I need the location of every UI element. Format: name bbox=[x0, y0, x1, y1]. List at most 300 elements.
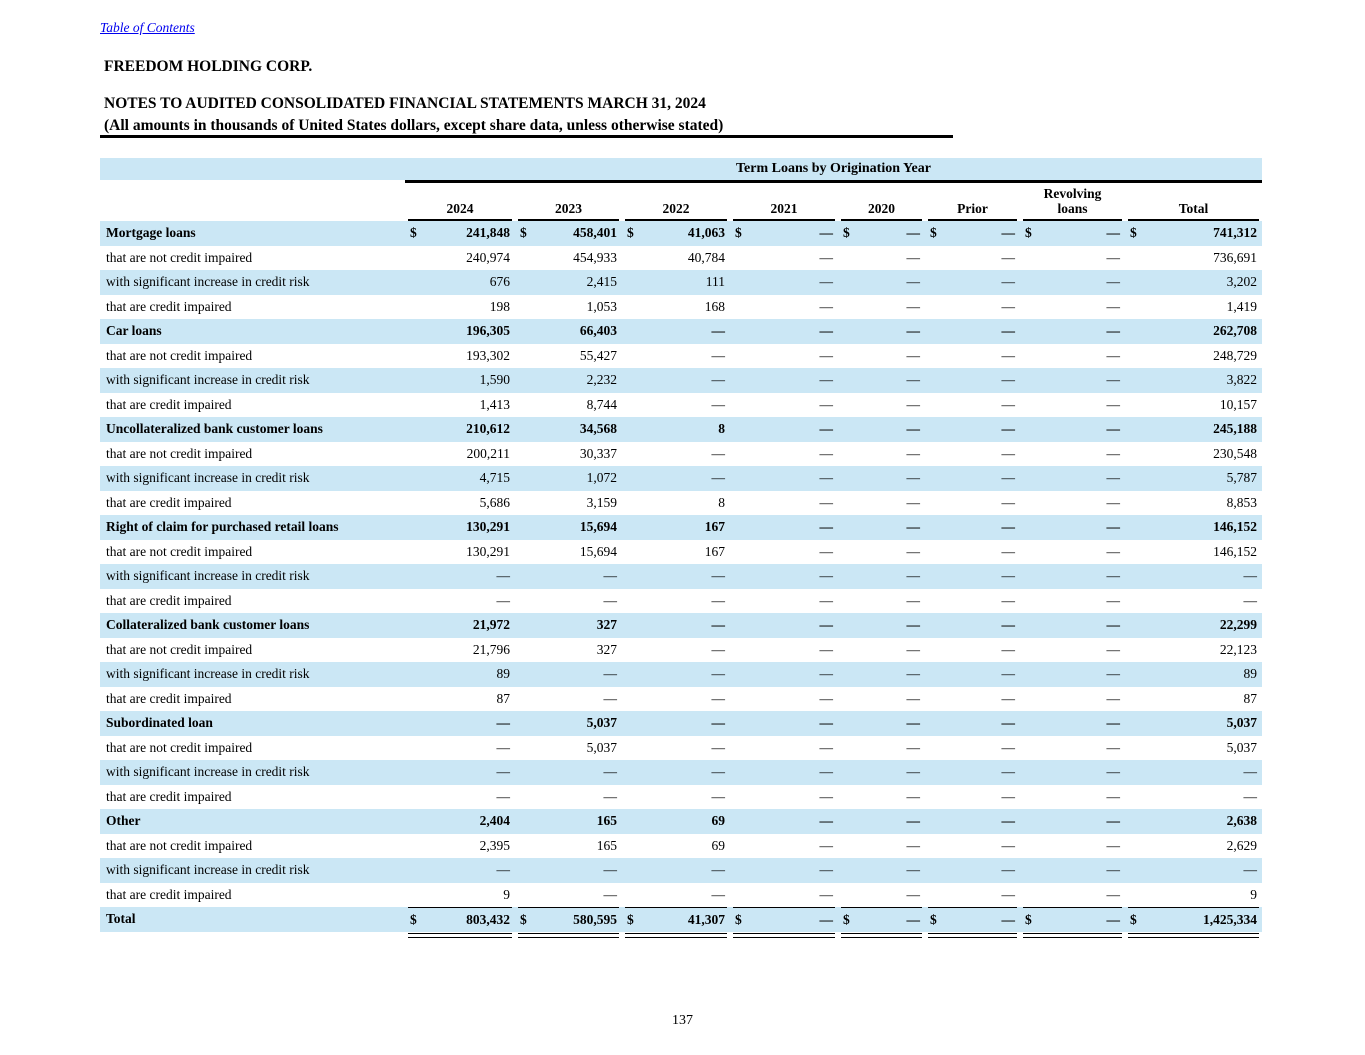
cell-value: — bbox=[906, 494, 920, 510]
value-cell bbox=[1020, 589, 1125, 614]
value-cell-inner bbox=[518, 589, 619, 614]
value-cell-inner bbox=[928, 466, 1017, 491]
value-cell-inner bbox=[518, 638, 619, 663]
value-cell bbox=[405, 270, 515, 295]
value-cell-inner bbox=[841, 540, 922, 565]
value-cell bbox=[405, 883, 515, 908]
value-cell bbox=[838, 540, 925, 565]
cell-value: — bbox=[603, 764, 617, 780]
value-cell bbox=[1125, 417, 1262, 442]
cell-value: 736,691 bbox=[1213, 249, 1257, 265]
cell-value: — bbox=[711, 886, 725, 902]
cell-value: — bbox=[711, 592, 725, 608]
value-cell bbox=[515, 246, 622, 271]
value-cell bbox=[515, 834, 622, 859]
value-cell-inner bbox=[408, 319, 512, 344]
value-cell-inner bbox=[928, 368, 1017, 393]
column-header-underline bbox=[841, 183, 922, 221]
dollar-sign: $ bbox=[627, 225, 634, 241]
value-cell-inner bbox=[518, 564, 619, 589]
cell-value: — bbox=[819, 396, 833, 412]
value-cell bbox=[838, 270, 925, 295]
value-cell bbox=[405, 809, 515, 834]
value-cell bbox=[1125, 736, 1262, 761]
value-cell bbox=[405, 442, 515, 467]
cell-value: — bbox=[496, 764, 510, 780]
value-cell-inner bbox=[625, 246, 727, 271]
row-label: that are not credit impaired bbox=[106, 641, 253, 657]
double-rule-line bbox=[518, 933, 619, 938]
cell-value: 130,291 bbox=[466, 519, 510, 535]
value-cell-inner bbox=[1128, 515, 1259, 540]
value-cell bbox=[515, 417, 622, 442]
row-label: that are credit impaired bbox=[106, 396, 232, 412]
cell-value: — bbox=[603, 592, 617, 608]
value-cell-inner bbox=[1128, 613, 1259, 638]
value-cell-inner bbox=[408, 270, 512, 295]
value-cell-inner bbox=[518, 417, 619, 442]
value-cell-inner bbox=[625, 760, 727, 785]
dollar-sign: $ bbox=[843, 225, 850, 241]
column-header bbox=[730, 183, 838, 221]
cell-value: 2,232 bbox=[586, 372, 617, 388]
value-cell bbox=[622, 442, 730, 467]
cell-value: 262,708 bbox=[1213, 323, 1257, 339]
value-cell-inner bbox=[408, 221, 512, 246]
cell-value: 55,427 bbox=[579, 347, 617, 363]
column-header-label: 2022 bbox=[662, 201, 690, 217]
cell-value: — bbox=[1001, 298, 1015, 314]
value-cell bbox=[838, 883, 925, 908]
cell-value: — bbox=[906, 298, 920, 314]
cell-value: — bbox=[906, 249, 920, 265]
term-loans-table bbox=[100, 158, 1262, 941]
value-cell bbox=[1125, 442, 1262, 467]
column-header-underline bbox=[928, 183, 1017, 221]
value-cell-inner bbox=[1128, 711, 1259, 736]
value-cell bbox=[730, 246, 838, 271]
cell-value: — bbox=[906, 372, 920, 388]
cell-value: 8 bbox=[718, 421, 725, 437]
value-cell-inner bbox=[518, 270, 619, 295]
cell-value: — bbox=[1106, 813, 1120, 829]
cell-value: — bbox=[603, 788, 617, 804]
column-header bbox=[1125, 183, 1262, 221]
value-cell-inner bbox=[1023, 417, 1122, 442]
cell-value: — bbox=[819, 519, 833, 535]
value-cell-inner bbox=[928, 393, 1017, 418]
value-cell-inner bbox=[518, 834, 619, 859]
value-cell bbox=[515, 393, 622, 418]
value-cell bbox=[730, 295, 838, 320]
cell-value: 8,744 bbox=[586, 396, 617, 412]
value-cell bbox=[622, 613, 730, 638]
value-cell-inner bbox=[1128, 564, 1259, 589]
value-cell-inner bbox=[1128, 319, 1259, 344]
table-row bbox=[100, 687, 1262, 712]
cell-value: — bbox=[1001, 862, 1015, 878]
cell-value: — bbox=[1001, 519, 1015, 535]
value-cell-inner bbox=[841, 711, 922, 736]
value-cell-inner bbox=[928, 442, 1017, 467]
cell-value: 2,629 bbox=[1226, 837, 1257, 853]
value-cell-inner bbox=[841, 270, 922, 295]
value-cell bbox=[730, 638, 838, 663]
value-cell-inner bbox=[518, 613, 619, 638]
value-cell bbox=[925, 466, 1020, 491]
value-cell-inner bbox=[518, 221, 619, 246]
value-cell-inner bbox=[1128, 344, 1259, 369]
value-cell bbox=[730, 344, 838, 369]
value-cell bbox=[925, 662, 1020, 687]
value-cell-inner bbox=[408, 834, 512, 859]
value-cell-inner bbox=[625, 564, 727, 589]
cell-value: — bbox=[1243, 568, 1257, 584]
value-cell bbox=[1125, 613, 1262, 638]
cell-value: 5,686 bbox=[479, 494, 510, 510]
value-cell-inner bbox=[625, 638, 727, 663]
value-cell-inner bbox=[733, 662, 835, 687]
value-cell-inner bbox=[841, 809, 922, 834]
value-cell bbox=[622, 344, 730, 369]
cell-value: 5,037 bbox=[586, 715, 617, 731]
value-cell-inner bbox=[625, 736, 727, 761]
value-cell bbox=[515, 491, 622, 516]
value-cell bbox=[1020, 270, 1125, 295]
value-cell bbox=[515, 589, 622, 614]
cell-value: — bbox=[906, 739, 920, 755]
cell-value: 245,188 bbox=[1213, 421, 1257, 437]
value-cell-inner bbox=[841, 295, 922, 320]
value-cell bbox=[730, 564, 838, 589]
cell-value: 3,822 bbox=[1226, 372, 1257, 388]
cell-value: — bbox=[819, 666, 833, 682]
value-cell-inner bbox=[1023, 246, 1122, 271]
value-cell-inner bbox=[841, 662, 922, 687]
value-cell-inner bbox=[841, 907, 922, 932]
cell-value: — bbox=[906, 274, 920, 290]
dollar-sign: $ bbox=[735, 911, 742, 927]
title-rule bbox=[100, 135, 953, 138]
value-cell bbox=[1020, 785, 1125, 810]
value-cell bbox=[1125, 711, 1262, 736]
cell-value: — bbox=[1001, 494, 1015, 510]
value-cell-inner bbox=[733, 466, 835, 491]
value-cell-inner bbox=[928, 687, 1017, 712]
value-cell bbox=[730, 393, 838, 418]
value-cell-inner bbox=[1128, 491, 1259, 516]
value-cell-inner bbox=[625, 515, 727, 540]
banner-spacer-cell bbox=[100, 158, 405, 180]
value-cell-inner bbox=[733, 442, 835, 467]
cell-value: — bbox=[1106, 421, 1120, 437]
cell-value: — bbox=[711, 617, 725, 633]
column-header-label: 2023 bbox=[555, 201, 582, 217]
cell-value: — bbox=[1106, 788, 1120, 804]
value-cell-inner bbox=[841, 319, 922, 344]
value-cell bbox=[730, 858, 838, 883]
cell-value: — bbox=[1001, 470, 1015, 486]
value-cell bbox=[405, 858, 515, 883]
value-cell bbox=[925, 687, 1020, 712]
value-cell-inner bbox=[733, 246, 835, 271]
value-cell-inner bbox=[1128, 295, 1259, 320]
cell-value: 10,157 bbox=[1219, 396, 1257, 412]
value-cell-inner bbox=[625, 540, 727, 565]
row-label: Total bbox=[106, 911, 136, 927]
value-cell bbox=[1125, 883, 1262, 908]
cell-value: 15,694 bbox=[579, 519, 617, 535]
value-cell-inner bbox=[625, 687, 727, 712]
value-cell-inner bbox=[928, 760, 1017, 785]
value-cell bbox=[925, 907, 1020, 932]
value-cell-inner bbox=[841, 442, 922, 467]
row-label: with significant increase in credit risk bbox=[106, 862, 310, 878]
cell-value: 40,784 bbox=[687, 249, 725, 265]
value-cell bbox=[405, 589, 515, 614]
value-cell bbox=[622, 393, 730, 418]
value-cell-inner bbox=[928, 221, 1017, 246]
cell-value: — bbox=[1106, 372, 1120, 388]
row-label: that are credit impaired bbox=[106, 788, 232, 804]
value-cell bbox=[925, 809, 1020, 834]
value-cell-inner bbox=[1128, 442, 1259, 467]
cell-value: — bbox=[906, 347, 920, 363]
value-cell bbox=[622, 417, 730, 442]
value-cell bbox=[925, 785, 1020, 810]
cell-value: — bbox=[906, 470, 920, 486]
value-cell-inner bbox=[518, 809, 619, 834]
cell-value: — bbox=[1001, 421, 1015, 437]
value-cell bbox=[1020, 662, 1125, 687]
cell-value: — bbox=[1106, 274, 1120, 290]
cell-value: — bbox=[819, 470, 833, 486]
value-cell bbox=[515, 785, 622, 810]
table-of-contents-link[interactable]: Table of Contents bbox=[100, 20, 195, 35]
cell-value: — bbox=[906, 764, 920, 780]
value-cell bbox=[1020, 736, 1125, 761]
value-cell bbox=[405, 466, 515, 491]
value-cell bbox=[1020, 417, 1125, 442]
value-cell bbox=[515, 515, 622, 540]
value-cell bbox=[1020, 221, 1125, 246]
table-row bbox=[100, 638, 1262, 663]
value-cell-inner bbox=[518, 711, 619, 736]
cell-value: — bbox=[819, 274, 833, 290]
cell-value: — bbox=[1001, 886, 1015, 902]
cell-value: — bbox=[711, 347, 725, 363]
value-cell bbox=[405, 246, 515, 271]
value-cell bbox=[515, 564, 622, 589]
dollar-sign: $ bbox=[410, 225, 417, 241]
value-cell-inner bbox=[1023, 687, 1122, 712]
value-cell bbox=[1125, 638, 1262, 663]
value-cell-inner bbox=[625, 417, 727, 442]
value-cell bbox=[405, 687, 515, 712]
value-cell bbox=[1125, 344, 1262, 369]
value-cell-inner bbox=[625, 809, 727, 834]
value-cell bbox=[925, 613, 1020, 638]
value-cell-inner bbox=[408, 515, 512, 540]
cell-value: 3,159 bbox=[586, 494, 617, 510]
cell-value: — bbox=[819, 715, 833, 731]
cell-value: — bbox=[711, 764, 725, 780]
table-row bbox=[100, 711, 1262, 736]
value-cell-inner bbox=[733, 736, 835, 761]
value-cell-inner bbox=[841, 393, 922, 418]
value-cell bbox=[405, 393, 515, 418]
value-cell bbox=[515, 711, 622, 736]
value-cell bbox=[405, 785, 515, 810]
value-cell-inner bbox=[408, 662, 512, 687]
row-label: that are credit impaired bbox=[106, 298, 232, 314]
value-cell-inner bbox=[518, 687, 619, 712]
value-cell-inner bbox=[1128, 736, 1259, 761]
value-cell-inner bbox=[1128, 417, 1259, 442]
cell-value: 327 bbox=[596, 641, 617, 657]
value-cell bbox=[1020, 368, 1125, 393]
value-cell-inner bbox=[408, 540, 512, 565]
cell-value: — bbox=[711, 396, 725, 412]
value-cell bbox=[1020, 687, 1125, 712]
cell-value: — bbox=[819, 421, 833, 437]
cell-value: — bbox=[1001, 225, 1015, 241]
table-row bbox=[100, 760, 1262, 785]
value-cell bbox=[515, 319, 622, 344]
value-cell bbox=[1125, 858, 1262, 883]
dollar-sign: $ bbox=[930, 225, 937, 241]
value-cell bbox=[730, 662, 838, 687]
cell-value: 1,072 bbox=[586, 470, 617, 486]
value-cell-inner bbox=[625, 221, 727, 246]
value-cell bbox=[925, 711, 1020, 736]
value-cell bbox=[1020, 760, 1125, 785]
value-cell bbox=[730, 907, 838, 932]
value-cell-inner bbox=[1128, 785, 1259, 810]
value-cell bbox=[838, 368, 925, 393]
cell-value: — bbox=[819, 372, 833, 388]
cell-value: — bbox=[1243, 788, 1257, 804]
value-cell-inner bbox=[733, 687, 835, 712]
value-cell bbox=[730, 736, 838, 761]
table-row bbox=[100, 785, 1262, 810]
value-cell bbox=[838, 687, 925, 712]
value-cell-inner bbox=[408, 711, 512, 736]
value-cell-inner bbox=[841, 760, 922, 785]
table-row bbox=[100, 442, 1262, 467]
row-label: Car loans bbox=[106, 323, 162, 339]
row-label: that are credit impaired bbox=[106, 690, 232, 706]
value-cell-inner bbox=[518, 760, 619, 785]
table-row bbox=[100, 834, 1262, 859]
value-cell-inner bbox=[733, 564, 835, 589]
cell-value: — bbox=[1001, 690, 1015, 706]
value-cell-inner bbox=[1128, 638, 1259, 663]
column-header-label: Total bbox=[1178, 201, 1209, 217]
cell-value: — bbox=[496, 788, 510, 804]
value-cell-inner bbox=[518, 540, 619, 565]
cell-value: 165 bbox=[596, 813, 617, 829]
value-cell-inner bbox=[733, 540, 835, 565]
cell-value: 111 bbox=[705, 274, 725, 290]
value-cell-inner bbox=[625, 319, 727, 344]
value-cell bbox=[622, 736, 730, 761]
value-cell bbox=[925, 417, 1020, 442]
value-cell-inner bbox=[733, 295, 835, 320]
value-cell bbox=[925, 515, 1020, 540]
cell-value: 146,152 bbox=[1213, 543, 1257, 559]
cell-value: — bbox=[1001, 445, 1015, 461]
table-row bbox=[100, 907, 1262, 932]
column-header-underline bbox=[733, 183, 835, 221]
value-cell-inner bbox=[518, 295, 619, 320]
cell-value: 165 bbox=[596, 837, 617, 853]
value-cell-inner bbox=[518, 466, 619, 491]
value-cell-inner bbox=[1128, 368, 1259, 393]
value-cell-inner bbox=[733, 809, 835, 834]
value-cell bbox=[730, 466, 838, 491]
value-cell-inner bbox=[841, 589, 922, 614]
value-cell bbox=[838, 907, 925, 932]
value-cell-inner bbox=[408, 883, 512, 908]
cell-value: — bbox=[906, 543, 920, 559]
value-cell bbox=[405, 834, 515, 859]
value-cell bbox=[622, 662, 730, 687]
value-cell-inner bbox=[1128, 662, 1259, 687]
value-cell bbox=[925, 221, 1020, 246]
value-cell-inner bbox=[928, 834, 1017, 859]
row-label: that are not credit impaired bbox=[106, 739, 253, 755]
cell-value: — bbox=[819, 617, 833, 633]
value-cell-inner bbox=[1023, 809, 1122, 834]
value-cell bbox=[1125, 393, 1262, 418]
value-cell bbox=[515, 270, 622, 295]
table-row bbox=[100, 319, 1262, 344]
value-cell bbox=[622, 515, 730, 540]
value-cell-inner bbox=[1128, 687, 1259, 712]
cell-value: — bbox=[711, 666, 725, 682]
cell-value: 41,063 bbox=[687, 225, 725, 241]
value-cell-inner bbox=[518, 344, 619, 369]
value-cell bbox=[838, 564, 925, 589]
column-header bbox=[838, 183, 925, 221]
value-cell bbox=[515, 638, 622, 663]
double-rule-line bbox=[733, 933, 835, 938]
value-cell-inner bbox=[1023, 613, 1122, 638]
cell-value: — bbox=[1106, 690, 1120, 706]
cell-value: 5,787 bbox=[1226, 470, 1257, 486]
value-cell-inner bbox=[1023, 393, 1122, 418]
value-cell bbox=[1020, 613, 1125, 638]
cell-value: — bbox=[1106, 666, 1120, 682]
cell-value: — bbox=[906, 715, 920, 731]
row-label: with significant increase in credit risk bbox=[106, 372, 310, 388]
value-cell bbox=[925, 344, 1020, 369]
value-cell bbox=[1020, 540, 1125, 565]
value-cell bbox=[838, 613, 925, 638]
table-header-row bbox=[100, 183, 1262, 221]
value-cell-inner bbox=[733, 221, 835, 246]
value-cell-inner bbox=[518, 785, 619, 810]
value-cell bbox=[838, 295, 925, 320]
value-cell-inner bbox=[1128, 466, 1259, 491]
value-cell bbox=[405, 564, 515, 589]
value-cell bbox=[405, 613, 515, 638]
value-cell bbox=[1125, 466, 1262, 491]
column-header-label: 2020 bbox=[868, 201, 895, 217]
table-row bbox=[100, 221, 1262, 246]
cell-value: — bbox=[1243, 862, 1257, 878]
